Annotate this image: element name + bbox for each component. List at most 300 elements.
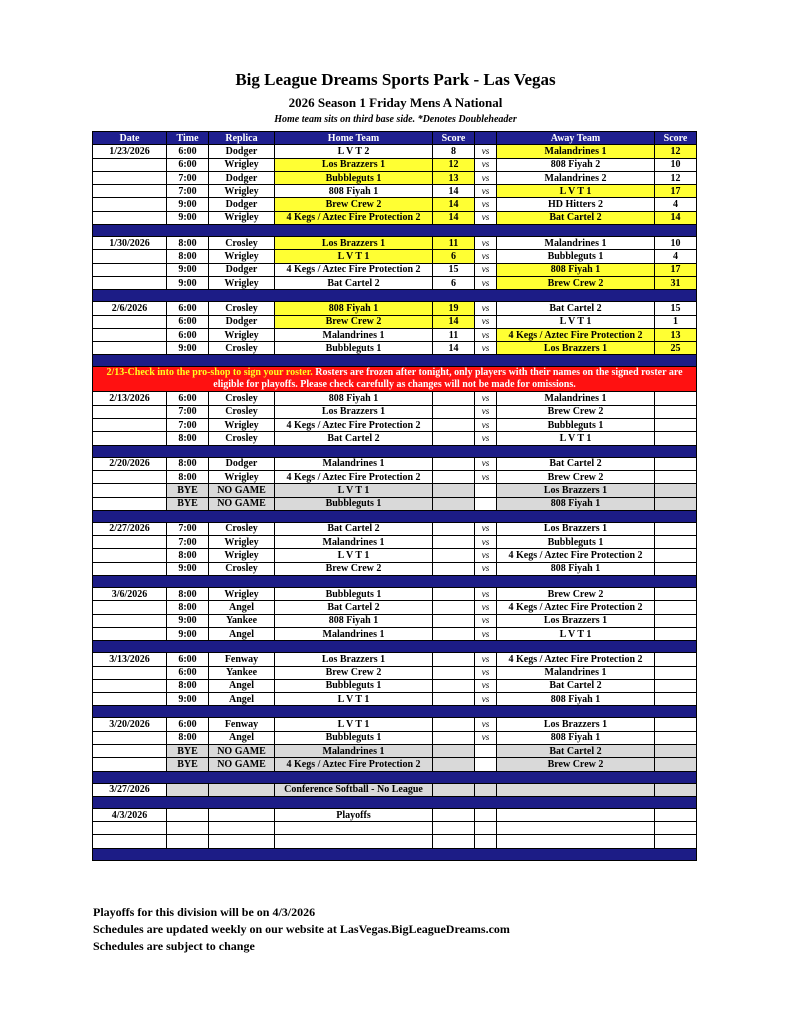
- cell-date: 2/20/2026: [93, 457, 167, 470]
- cell-away-team: 808 Fiyah 1: [497, 693, 655, 706]
- table-row: [93, 666, 697, 679]
- cell-home-score: [433, 758, 475, 771]
- cell-time: 8:00: [167, 731, 209, 744]
- cell-home-score: 8: [433, 145, 475, 158]
- cell-away-team: Brew Crew 2: [497, 405, 655, 418]
- table-row: [93, 276, 697, 289]
- cell-time: BYE: [167, 758, 209, 771]
- cell-replica: NO GAME: [209, 758, 275, 771]
- cell-away-score: 13: [655, 328, 697, 341]
- cell-home-team: 4 Kegs / Aztec Fire Protection 2: [275, 419, 433, 432]
- cell-replica: [209, 808, 275, 821]
- cell-replica: Wrigley: [209, 250, 275, 263]
- cell-time: BYE: [167, 744, 209, 757]
- cell-time: 8:00: [167, 679, 209, 692]
- cell-replica: Dodger: [209, 457, 275, 470]
- cell-time: 8:00: [167, 549, 209, 562]
- cell-date: [93, 601, 167, 614]
- cell-home-score: [433, 457, 475, 470]
- cell-away-score: 17: [655, 185, 697, 198]
- cell-vs: vs: [475, 342, 497, 355]
- cell-home-score: 19: [433, 302, 475, 315]
- cell-vs: vs: [475, 522, 497, 535]
- cell-replica: Crosley: [209, 432, 275, 445]
- cell-date: [93, 432, 167, 445]
- cell-replica: Yankee: [209, 666, 275, 679]
- cell-away-score: 10: [655, 237, 697, 250]
- cell-away-score: [655, 522, 697, 535]
- cell-away-team: Malandrines 1: [497, 666, 655, 679]
- cell-replica: Wrigley: [209, 211, 275, 224]
- cell-vs: vs: [475, 211, 497, 224]
- cell-home-team: Bubbleguts 1: [275, 679, 433, 692]
- table-row: [93, 237, 697, 250]
- cell-home-score: [433, 522, 475, 535]
- cell-home-team: [275, 835, 433, 848]
- table-row: [93, 679, 697, 692]
- cell-home-team: Bubbleguts 1: [275, 497, 433, 510]
- cell-away-score: [655, 718, 697, 731]
- cell-vs: vs: [475, 601, 497, 614]
- week-separator-row: [93, 796, 697, 808]
- cell-date: [93, 419, 167, 432]
- cell-home-team: Bat Cartel 2: [275, 276, 433, 289]
- cell-replica: Crosley: [209, 405, 275, 418]
- separator-bar: [93, 290, 697, 302]
- cell-replica: NO GAME: [209, 744, 275, 757]
- cell-date: [93, 171, 167, 184]
- cell-home-score: 11: [433, 328, 475, 341]
- cell-home-score: [433, 718, 475, 731]
- cell-date: [93, 315, 167, 328]
- cell-vs: [475, 758, 497, 771]
- table-row: [93, 588, 697, 601]
- bye-row: [93, 758, 697, 771]
- cell-home-team: Bubbleguts 1: [275, 731, 433, 744]
- cell-date: 2/27/2026: [93, 522, 167, 535]
- cell-date: [93, 198, 167, 211]
- cell-date: 1/30/2026: [93, 237, 167, 250]
- cell-home-score: 14: [433, 211, 475, 224]
- cell-away-team: 808 Fiyah 1: [497, 497, 655, 510]
- cell-home-team: L V T 1: [275, 484, 433, 497]
- cell-replica: Dodger: [209, 315, 275, 328]
- cell-home-team: Los Brazzers 1: [275, 405, 433, 418]
- cell-time: 6:00: [167, 302, 209, 315]
- cell-time: 9:00: [167, 562, 209, 575]
- cell-home-team: Los Brazzers 1: [275, 158, 433, 171]
- cell-time: 6:00: [167, 666, 209, 679]
- cell-home-score: [433, 419, 475, 432]
- separator-bar: [93, 848, 697, 860]
- separator-bar: [93, 706, 697, 718]
- cell-home-score: [433, 562, 475, 575]
- cell-home-team: 4 Kegs / Aztec Fire Protection 2: [275, 211, 433, 224]
- week-separator-row: [93, 445, 697, 457]
- table-row: [93, 432, 697, 445]
- cell-vs: vs: [475, 419, 497, 432]
- cell-replica: Wrigley: [209, 588, 275, 601]
- cell-away-score: [655, 497, 697, 510]
- cell-time: 8:00: [167, 457, 209, 470]
- cell-vs: [475, 835, 497, 848]
- cell-time: [167, 835, 209, 848]
- cell-vs: vs: [475, 405, 497, 418]
- cell-time: BYE: [167, 484, 209, 497]
- cell-date: [93, 693, 167, 706]
- cell-home-team: 4 Kegs / Aztec Fire Protection 2: [275, 263, 433, 276]
- cell-home-score: 14: [433, 342, 475, 355]
- cell-home-score: [433, 731, 475, 744]
- cell-home-team: Malandrines 1: [275, 457, 433, 470]
- cell-time: 7:00: [167, 171, 209, 184]
- cell-away-score: [655, 549, 697, 562]
- cell-home-score: [433, 666, 475, 679]
- week-separator-row: [93, 576, 697, 588]
- cell-time: 6:00: [167, 328, 209, 341]
- page-title: Big League Dreams Sports Park - Las Vegas: [235, 70, 556, 89]
- cell-replica: Angel: [209, 601, 275, 614]
- table-row: [93, 185, 697, 198]
- cell-replica: Dodger: [209, 198, 275, 211]
- cell-vs: vs: [475, 718, 497, 731]
- cell-vs: vs: [475, 653, 497, 666]
- cell-home-score: [433, 783, 475, 796]
- cell-home-team: 808 Fiyah 1: [275, 302, 433, 315]
- cell-time: 8:00: [167, 588, 209, 601]
- col-header-date: Date: [93, 132, 167, 145]
- cell-date: [93, 536, 167, 549]
- bye-row: [93, 484, 697, 497]
- cell-away-score: 1: [655, 315, 697, 328]
- cell-replica: Yankee: [209, 614, 275, 627]
- cell-home-team: Brew Crew 2: [275, 562, 433, 575]
- cell-vs: vs: [475, 693, 497, 706]
- table-row: [93, 614, 697, 627]
- cell-home-score: [433, 549, 475, 562]
- cell-date: [93, 263, 167, 276]
- table-row: [93, 731, 697, 744]
- cell-time: [167, 783, 209, 796]
- cell-date: [93, 731, 167, 744]
- cell-date: [93, 328, 167, 341]
- table-row: [93, 835, 697, 848]
- cell-time: 9:00: [167, 627, 209, 640]
- cell-away-team: L V T 1: [497, 627, 655, 640]
- cell-away-team: Bat Cartel 2: [497, 679, 655, 692]
- cell-vs: vs: [475, 432, 497, 445]
- cell-time: [167, 808, 209, 821]
- cell-vs: [475, 744, 497, 757]
- cell-away-team: Bubbleguts 1: [497, 419, 655, 432]
- cell-away-team: Malandrines 2: [497, 171, 655, 184]
- separator-bar: [93, 576, 697, 588]
- cell-home-score: [433, 808, 475, 821]
- cell-away-score: [655, 666, 697, 679]
- cell-date: [93, 822, 167, 835]
- cell-home-score: [433, 392, 475, 405]
- cell-home-team: 808 Fiyah 1: [275, 185, 433, 198]
- cell-away-team: Los Brazzers 1: [497, 342, 655, 355]
- cell-away-team: 4 Kegs / Aztec Fire Protection 2: [497, 549, 655, 562]
- page-note: Home team sits on third base side. *Denotes Doubleheader: [274, 114, 517, 125]
- cell-home-team: Malandrines 1: [275, 627, 433, 640]
- cell-away-team: HD Hitters 2: [497, 198, 655, 211]
- cell-time: 8:00: [167, 250, 209, 263]
- table-row: [93, 822, 697, 835]
- cell-date: [93, 835, 167, 848]
- cell-away-score: [655, 601, 697, 614]
- cell-replica: Dodger: [209, 145, 275, 158]
- cell-away-team: Bat Cartel 2: [497, 211, 655, 224]
- cell-date: 3/13/2026: [93, 653, 167, 666]
- cell-away-team: [497, 835, 655, 848]
- cell-replica: Crosley: [209, 237, 275, 250]
- cell-away-team: 808 Fiyah 1: [497, 263, 655, 276]
- cell-replica: Fenway: [209, 653, 275, 666]
- cell-away-team: Bubbleguts 1: [497, 536, 655, 549]
- cell-away-score: [655, 614, 697, 627]
- cell-away-team: Bat Cartel 2: [497, 302, 655, 315]
- separator-bar: [93, 771, 697, 783]
- table-row: [93, 392, 697, 405]
- cell-vs: vs: [475, 536, 497, 549]
- cell-away-score: 14: [655, 211, 697, 224]
- cell-home-score: [433, 693, 475, 706]
- table-row: [93, 419, 697, 432]
- cell-away-team: Brew Crew 2: [497, 276, 655, 289]
- cell-home-score: 12: [433, 158, 475, 171]
- table-row: [93, 808, 697, 821]
- table-row: [93, 342, 697, 355]
- cell-replica: [209, 822, 275, 835]
- cell-home-score: [433, 614, 475, 627]
- week-separator-row: [93, 510, 697, 522]
- cell-replica: Wrigley: [209, 158, 275, 171]
- cell-home-team: L V T 1: [275, 250, 433, 263]
- cell-date: [93, 758, 167, 771]
- bye-row: [93, 497, 697, 510]
- cell-away-score: [655, 679, 697, 692]
- table-row: [93, 145, 697, 158]
- cell-time: 8:00: [167, 470, 209, 483]
- cell-away-team: 808 Fiyah 2: [497, 158, 655, 171]
- cell-away-score: [655, 536, 697, 549]
- cell-away-team: 808 Fiyah 1: [497, 562, 655, 575]
- cell-home-score: [433, 744, 475, 757]
- cell-home-team: Brew Crew 2: [275, 666, 433, 679]
- cell-date: 3/20/2026: [93, 718, 167, 731]
- week-separator-row: [93, 848, 697, 860]
- cell-away-team: Brew Crew 2: [497, 758, 655, 771]
- col-header-home-score: Score: [433, 132, 475, 145]
- cell-away-score: 31: [655, 276, 697, 289]
- week-separator-row: [93, 706, 697, 718]
- cell-vs: vs: [475, 145, 497, 158]
- cell-date: [93, 614, 167, 627]
- cell-replica: NO GAME: [209, 497, 275, 510]
- week-separator-row: [93, 355, 697, 367]
- cell-vs: vs: [475, 679, 497, 692]
- table-row: [93, 211, 697, 224]
- cell-time: 7:00: [167, 185, 209, 198]
- cell-time: 9:00: [167, 211, 209, 224]
- cell-vs: vs: [475, 250, 497, 263]
- cell-away-team: Malandrines 1: [497, 145, 655, 158]
- cell-date: [93, 211, 167, 224]
- cell-home-score: [433, 432, 475, 445]
- cell-home-score: 15: [433, 263, 475, 276]
- cell-home-score: [433, 497, 475, 510]
- table-row: [93, 718, 697, 731]
- cell-vs: vs: [475, 614, 497, 627]
- week-separator-row: [93, 771, 697, 783]
- cell-date: 2/6/2026: [93, 302, 167, 315]
- cell-vs: vs: [475, 731, 497, 744]
- cell-away-team: Los Brazzers 1: [497, 522, 655, 535]
- table-row: [93, 627, 697, 640]
- cell-time: 6:00: [167, 653, 209, 666]
- cell-vs: vs: [475, 392, 497, 405]
- table-row: [93, 315, 697, 328]
- cell-vs: vs: [475, 457, 497, 470]
- cell-away-score: [655, 627, 697, 640]
- cell-time: 9:00: [167, 263, 209, 276]
- cell-away-team: Los Brazzers 1: [497, 484, 655, 497]
- cell-away-score: [655, 392, 697, 405]
- cell-date: 4/3/2026: [93, 808, 167, 821]
- separator-bar: [93, 225, 697, 237]
- table-row: [93, 457, 697, 470]
- cell-home-team: Brew Crew 2: [275, 315, 433, 328]
- cell-replica: Wrigley: [209, 470, 275, 483]
- cell-date: 1/23/2026: [93, 145, 167, 158]
- col-header-away-team: Away Team: [497, 132, 655, 145]
- table-row: [93, 171, 697, 184]
- cell-vs: vs: [475, 198, 497, 211]
- cell-time: 9:00: [167, 276, 209, 289]
- cell-home-score: [433, 405, 475, 418]
- table-row: [93, 693, 697, 706]
- cell-date: [93, 484, 167, 497]
- cell-vs: vs: [475, 302, 497, 315]
- cell-time: 9:00: [167, 614, 209, 627]
- footer-line-subject-to-change: Schedules are subject to change: [93, 939, 255, 953]
- cell-replica: Dodger: [209, 171, 275, 184]
- cell-date: [93, 666, 167, 679]
- cell-vs: [475, 497, 497, 510]
- footer-line-website: Schedules are updated weekly on our website at LasVegas.BigLeagueDreams.com: [93, 922, 510, 936]
- table-row: [93, 250, 697, 263]
- cell-away-team: 808 Fiyah 1: [497, 731, 655, 744]
- cell-replica: Angel: [209, 627, 275, 640]
- cell-vs: [475, 808, 497, 821]
- cell-vs: vs: [475, 263, 497, 276]
- cell-home-score: 13: [433, 171, 475, 184]
- cell-replica: Angel: [209, 693, 275, 706]
- cell-vs: vs: [475, 171, 497, 184]
- cell-replica: Angel: [209, 679, 275, 692]
- cell-vs: vs: [475, 237, 497, 250]
- cell-home-team: Bat Cartel 2: [275, 432, 433, 445]
- separator-bar: [93, 796, 697, 808]
- cell-away-team: [497, 783, 655, 796]
- cell-home-team: Bubbleguts 1: [275, 171, 433, 184]
- cell-date: [93, 185, 167, 198]
- cell-replica: Wrigley: [209, 536, 275, 549]
- table-row: [93, 536, 697, 549]
- cell-replica: Crosley: [209, 342, 275, 355]
- cell-away-team: Malandrines 1: [497, 237, 655, 250]
- cell-time: 6:00: [167, 392, 209, 405]
- table-row: [93, 158, 697, 171]
- cell-replica: Crosley: [209, 392, 275, 405]
- cell-home-score: 6: [433, 250, 475, 263]
- table-row: [93, 302, 697, 315]
- cell-vs: vs: [475, 588, 497, 601]
- cell-replica: Wrigley: [209, 549, 275, 562]
- cell-away-score: [655, 432, 697, 445]
- cell-replica: Crosley: [209, 302, 275, 315]
- cell-time: 6:00: [167, 158, 209, 171]
- cell-away-score: [655, 822, 697, 835]
- cell-time: 7:00: [167, 405, 209, 418]
- cell-home-score: [433, 653, 475, 666]
- cell-home-score: [433, 470, 475, 483]
- cell-home-team: Los Brazzers 1: [275, 653, 433, 666]
- cell-date: [93, 549, 167, 562]
- cell-away-team: 4 Kegs / Aztec Fire Protection 2: [497, 328, 655, 341]
- cell-replica: Wrigley: [209, 419, 275, 432]
- col-header-home-team: Home Team: [275, 132, 433, 145]
- table-header-row: [93, 132, 697, 145]
- col-header-replica: Replica: [209, 132, 275, 145]
- cell-away-score: [655, 405, 697, 418]
- col-header-away-score: Score: [655, 132, 697, 145]
- cell-date: [93, 562, 167, 575]
- cell-home-team: Playoffs: [275, 808, 433, 821]
- roster-notice-row: [93, 367, 697, 392]
- cell-date: [93, 405, 167, 418]
- cell-vs: vs: [475, 185, 497, 198]
- cell-replica: Fenway: [209, 718, 275, 731]
- cell-home-team: L V T 2: [275, 145, 433, 158]
- separator-bar: [93, 510, 697, 522]
- cell-vs: [475, 484, 497, 497]
- cell-home-team: 808 Fiyah 1: [275, 392, 433, 405]
- cell-date: [93, 497, 167, 510]
- no-league-row: [93, 783, 697, 796]
- cell-replica: NO GAME: [209, 484, 275, 497]
- cell-vs: vs: [475, 549, 497, 562]
- cell-away-score: [655, 653, 697, 666]
- cell-home-team: Los Brazzers 1: [275, 237, 433, 250]
- cell-vs: vs: [475, 158, 497, 171]
- table-row: [93, 522, 697, 535]
- cell-home-team: Malandrines 1: [275, 328, 433, 341]
- cell-away-score: 12: [655, 171, 697, 184]
- page-subtitle: 2026 Season 1 Friday Mens A National: [288, 95, 503, 110]
- cell-home-team: 4 Kegs / Aztec Fire Protection 2: [275, 470, 433, 483]
- table-row: [93, 562, 697, 575]
- roster-notice: [93, 367, 697, 392]
- cell-replica: Crosley: [209, 562, 275, 575]
- cell-away-team: 4 Kegs / Aztec Fire Protection 2: [497, 653, 655, 666]
- cell-home-team: [275, 822, 433, 835]
- cell-home-team: 4 Kegs / Aztec Fire Protection 2: [275, 758, 433, 771]
- cell-time: 7:00: [167, 536, 209, 549]
- cell-date: 3/6/2026: [93, 588, 167, 601]
